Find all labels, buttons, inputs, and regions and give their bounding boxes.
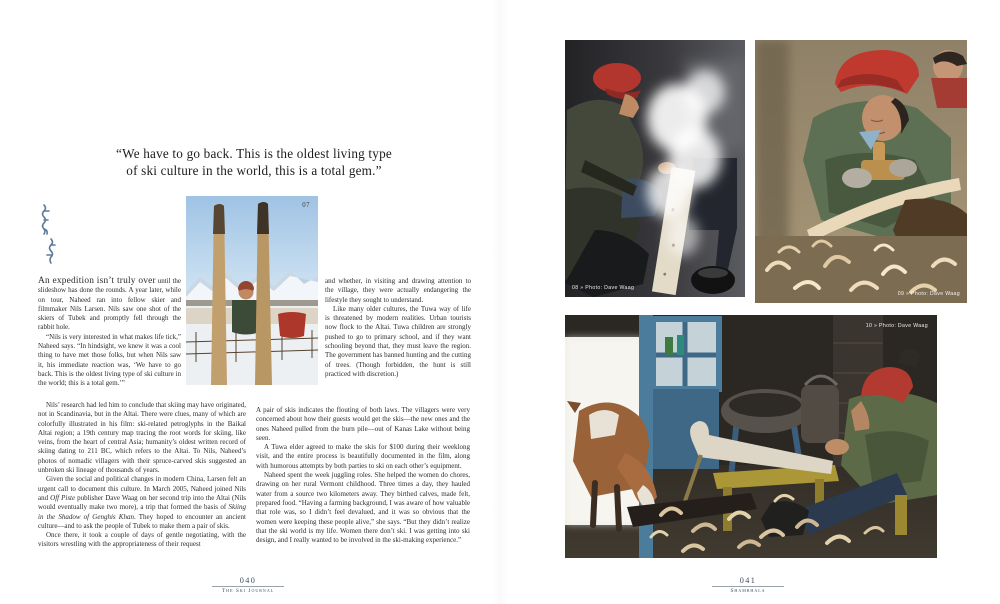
paragraph-text: A Tuwa elder agreed to make the skis for $100 during their weeklong visit, and the entire process is beautifully documented in the film, along with humorous attempts by both parties to ski on each other’s equipment.: [256, 443, 470, 470]
paragraph-text: Like many older cultures, the Tuwa way of life is threatened by modern realities. Urban tourists now flock to the Altai. Tuwa children are strongly pushed to go to primary school, and if they want schooling beyond that, they must leave the region. The government has banned hunting and the cutting of trees. (Though forbidden, the hunt is still practiced with discretion.): [325, 304, 471, 378]
photo-08-steam-bending: [565, 40, 745, 297]
footer-right: [678, 576, 818, 594]
photo-09-caption: 09 » Photo: Dave Waag: [897, 291, 960, 297]
body-text-column-2-wide: [256, 406, 470, 578]
paragraph-text: Nils’ research had led him to conclude that skiing may have originated, not in Scandinavia, but in the Altai. There were clues, many of which are colorfully illustrated in his film: ski-related petroglyphs in the Baikal Altai region; a 19th century map tracing the root words for skiing, like veins, from the heart of central Asia; humanity’s oldest written record of skiing dating to 211 BC, which refers to the Altai. To Nils, Naheed’s photos of nomadic villagers with their spruce-carved skis suggested an unbroken ski lineage of thousands of years.: [38, 401, 246, 475]
paragraph-text: A pair of skis indicates the flouting of both laws. The villagers were very concerned about how their guests would get the skis—the new ones and the ones Naheed pulled from the burn pile—out of Kanas Lake without being seen.: [256, 406, 470, 442]
paragraph-text: “Nils is very interested in what makes life tick,” Naheed says. “In hindsight, we knew it was a cool thing to have met those folks, but when Nils saw it, his immediate reaction was, ‘We have to go back. This is the oldest living type of ski culture in the world; this is a total gem.’”: [38, 332, 181, 388]
paragraph-text: Given the social and political changes in modern China, Larsen felt an urgent call to document this culture. In March 2005, Naheed joined Nils and Off Piste publisher Dave Waag on her second trip into the Altai (Nils would eventually make two more), a trip that formed the basis of Skiing in the Shadow of Genghis Khan. They hoped to encounter an ancient culture—and to ask the people of Tubek to make them a pair of skis.: [38, 475, 246, 530]
mongolian-script-icon: [38, 203, 58, 267]
footer-left: [178, 576, 318, 594]
photo-10-carving-with-calf: [565, 315, 937, 558]
journal-title: The Ski Journal: [221, 588, 275, 594]
body-text-column-1-narrow: [38, 277, 181, 401]
paragraph-text: until the slideshow has done the rounds. A year later, while on tour, Naheed ran into fellow skier and filmmaker Nils Larsen. Nils saw one shot of the skiers of Tubek and promptly fell through the rabbit hole.: [38, 277, 181, 332]
paragraph-text: Naheed spent the week juggling roles. She helped the women do chores, drawing on her rural Vermont childhood. Three times a day, they hauled water from a source two kilometers away. They birthed calves, made felt, prepared food. “Having a farming background, I was aware of how valuable that role was, so I didn’t feel devalued, and it was so obvious that the women were keeping these people alive,” she says. “But they didn’t realize that the ski world is my life. Women there don’t ski. I was getting into ski design, and I really wanted to be involved in the ski-making experience.”: [256, 471, 470, 545]
photo-07-skis-portrait: [186, 196, 318, 385]
photo-10-caption: 10 » Photo: Dave Waag: [865, 323, 928, 329]
page-number-left: 040: [239, 576, 257, 585]
photo-07-number: 07: [302, 202, 310, 209]
footer-rule: [212, 586, 284, 587]
italic-title-off-piste: Off Piste: [50, 493, 76, 502]
page-gutter: [492, 0, 508, 604]
photo-09-planing-ski: [755, 40, 967, 303]
pull-quote: [38, 146, 470, 180]
feature-title: Shambhala: [730, 588, 766, 594]
body-text-column-1-wide: [38, 401, 246, 561]
body-text-column-2-narrow: [325, 277, 471, 407]
photo-08-caption: 08 » Photo: Dave Waag: [572, 285, 635, 291]
lead-in-phrase: An expedition isn’t truly over: [38, 276, 156, 286]
page-number-right: 041: [739, 576, 757, 585]
pull-quote-line1: “We have to go back. This is the oldest living type: [116, 146, 392, 161]
paragraph-text: Once there, it took a couple of days of gentle negotiating, with the visitors wrestling with the appropriateness of their request: [38, 531, 246, 549]
pull-quote-line2: of ski culture in the world, this is a total gem.”: [126, 162, 382, 178]
footer-rule: [712, 586, 784, 587]
italic-title-film: Skiing in the Shadow of Genghis Khan: [38, 503, 246, 521]
paragraph-text: and whether, in visiting and drawing attention to the village, they were actually endangering the lifestyle they sought to understand.: [325, 277, 471, 304]
